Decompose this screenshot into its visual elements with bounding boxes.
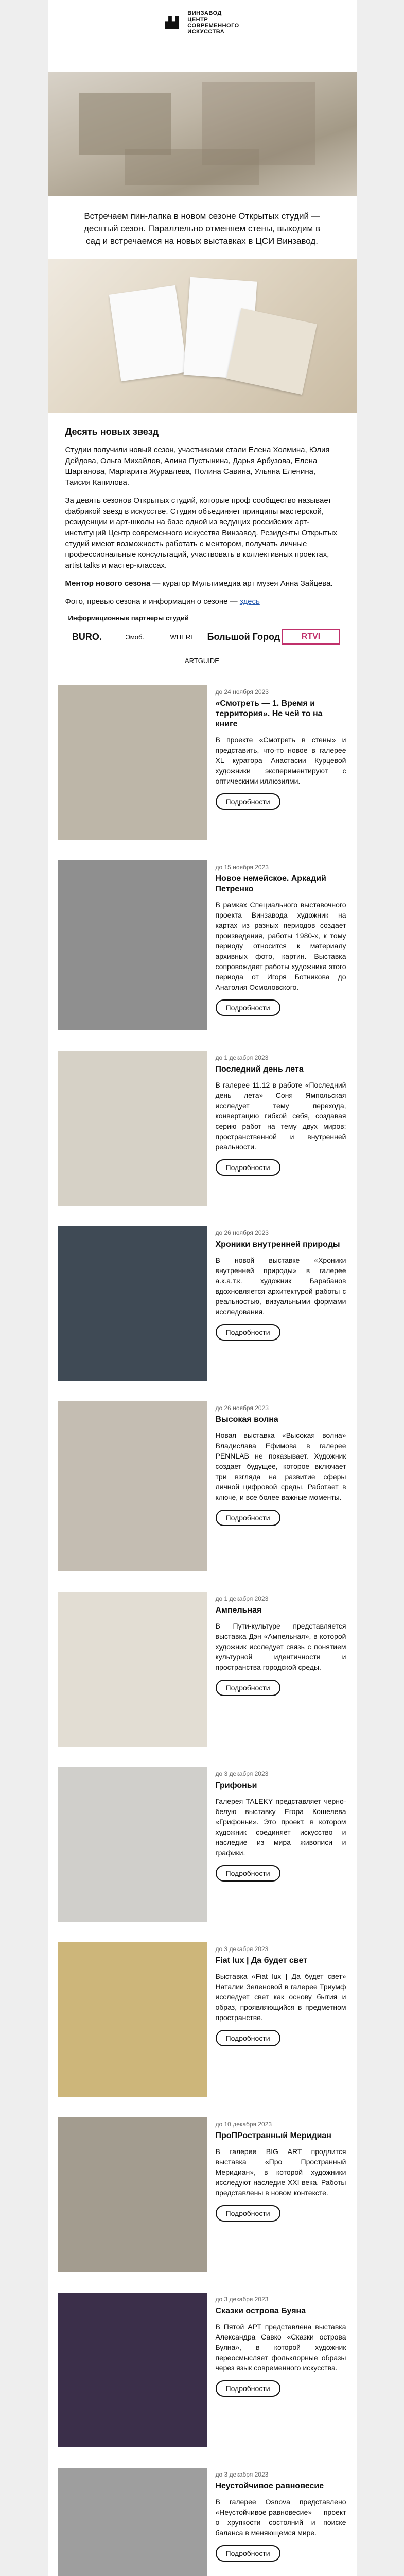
partners-title: Информационные партнеры студий [68, 614, 189, 622]
mentor-text: Ментор нового сезона — куратор Мультимедиа арт музея Анна Зайцева. [65, 579, 333, 588]
exhibition-image[interactable] [58, 2468, 207, 2576]
exhibition-text: В рамках Специального выставочного проекта Винзавода художник на картах из разных периодов создает произведения, работы 1980-х, к тому периоду относится к материалу архивных фото, картин. Выставка сопровождает работы художника этого периода от Игоря Ботникова до Анатолия Осмоловского. [215, 901, 346, 991]
exhibition-text: В новой выставке «Хроники внутренней природы» в галерее а.к.а.т.к. художник Барабанов вдохновляется архитектурой работы с реальностью, визуальными формами исследования. [215, 1256, 346, 1316]
exhibition-title: «Смотреть — 1. Время и территория». Не чей то на книге [215, 699, 323, 728]
studios-description: За девять сезонов Открытых студий, которые проф сообщество называет фабрикой звезд в искусстве. Студия объединяет принципы мастерской, резиденции и арт-школы на базе одной из ведущих российских арт-институций Центр современного искусства Винзавод. Резиденты Открытых студий имеют возможность работать с ментором, получать личные профессиональные консультаций, участвовать в коллективных проектах, artist talks и мастер-классах. [65, 496, 338, 570]
details-button[interactable]: Подробности [216, 2205, 280, 2222]
exhibition-image[interactable] [58, 1401, 207, 1571]
exhibition-text: Галерея TALEKY представляет черно-белую выставку Егора Кошелева «Грифоньи». Это проект, в котором художник соединяет искусство и наследие из мира живописи и графики. [215, 1797, 346, 1857]
exhibition-text: В галерее Osnova представлено «Неустойчивое равновесие» — проект о хрупкости состояний и поиске баланса в меняющемся мире. [215, 2498, 346, 2537]
details-button[interactable]: Подробности [216, 1680, 280, 1696]
partner-logo[interactable]: WHERE [170, 633, 195, 641]
exhibition-item [58, 860, 346, 1030]
open-studios-section [48, 427, 357, 607]
details-button[interactable]: Подробности [216, 999, 280, 1016]
exhibition-date: до 15 ноября 2023 [215, 863, 269, 871]
exhibition-date: до 3 декабря 2023 [215, 1770, 269, 1777]
hero-image [48, 72, 357, 196]
logo-line: ВИНЗАВОД [187, 10, 222, 16]
exhibition-text: В галерее 11.12 в работе «Последний день лета» Соня Ямпольская исследует тему перехода, конвертацию гибкой себя, создавая серию работ на тему двух миров: пространственной и внутренней реальности. [215, 1081, 346, 1151]
exhibition-image[interactable] [58, 2293, 207, 2447]
exhibitions-list [48, 680, 357, 2576]
exhibition-date: до 1 декабря 2023 [215, 1595, 269, 1602]
partner-logo[interactable]: Большой Город [207, 631, 280, 642]
exhibition-title: Сказки острова Буяна [215, 2307, 306, 2315]
exhibition-item [58, 2117, 346, 2272]
exhibition-title: Высокая волна [215, 1415, 278, 1424]
exhibition-item [58, 1401, 346, 1571]
exhibition-date: до 26 ноября 2023 [215, 1404, 269, 1412]
details-button[interactable]: Подробности [216, 2030, 280, 2046]
studios-image [48, 259, 357, 413]
details-button[interactable]: Подробности [216, 1324, 280, 1341]
exhibition-text: В Пути-культуре представляется выставка Дэн «Ампельная», в которой художник исследует связь с понятием культурной идентичности и пространства городской среды. [215, 1622, 346, 1671]
exhibition-image[interactable] [58, 1226, 207, 1381]
partner-logo[interactable]: Эмоб. [125, 633, 145, 641]
partners-logos [48, 629, 357, 680]
exhibition-title: ПроПРостранный Меридиан [215, 2131, 331, 2140]
photos-text: Фото, превью сезона и информация о сезоне — здесь [65, 597, 260, 606]
details-button[interactable]: Подробности [216, 1510, 280, 1526]
logo-line: ЦЕНТР [187, 16, 208, 23]
details-button[interactable]: Подробности [216, 793, 280, 810]
logo-line: СОВРЕМЕННОГО [187, 23, 239, 29]
exhibition-title: Ампельная [215, 1606, 262, 1615]
exhibition-date: до 3 декабря 2023 [215, 2296, 269, 2303]
exhibition-text: Выставка «Fiat lux | Да будет свет» Наталии Зеленовой в галерее Триумф исследует свет как основу бытия и образ, проявляющийся в предметном пространстве. [215, 1972, 346, 2022]
exhibition-date: до 3 декабря 2023 [215, 1945, 269, 1953]
details-button[interactable]: Подробности [216, 2380, 280, 2397]
exhibition-title: Неустойчивое равновесие [215, 2482, 324, 2490]
details-button[interactable]: Подробности [216, 1159, 280, 1176]
email-body [48, 0, 357, 2576]
exhibition-date: до 1 декабря 2023 [215, 1054, 269, 1061]
exhibition-text: В галерее BIG ART продлится выставка «Про Пространный Меридиан», в которой художники исследуют наследие XXI века. Работы представлены в новом контексте. [215, 2147, 346, 2197]
exhibition-item [58, 685, 346, 840]
details-button[interactable]: Подробности [216, 2545, 280, 2562]
exhibition-title: Fiat lux | Да будет свет [215, 1956, 307, 1965]
exhibition-image[interactable] [58, 1592, 207, 1747]
exhibition-date: до 26 ноября 2023 [215, 1229, 269, 1236]
exhibition-date: до 10 декабря 2023 [215, 2121, 272, 2128]
exhibition-item [58, 1767, 346, 1922]
logo-mark-icon [165, 16, 182, 29]
exhibition-item [58, 2293, 346, 2447]
exhibition-item [58, 2468, 346, 2576]
exhibition-date: до 24 ноября 2023 [215, 688, 269, 696]
exhibition-title: Грифоньи [215, 1781, 257, 1790]
partner-logo[interactable]: RTVI [282, 629, 340, 645]
exhibition-text: Новая выставка «Высокая волна» Владислава Ефимова в галерее PENNLAB не показывает. Художник создает будущее, которое включает три взгляда на развитие сферы личной цифровой среды. Работает в ключе, и все более важные моменты. [215, 1431, 346, 1501]
exhibition-date: до 3 декабря 2023 [215, 2471, 269, 2478]
exhibition-image[interactable] [58, 2117, 207, 2272]
winzavod-logo[interactable] [165, 10, 239, 35]
partner-logo[interactable]: BURO. [72, 631, 102, 642]
exhibition-text: В Пятой АРТ представлена выставка Александра Савко «Сказки острова Буяна», в которой художник переосмысляет фольклорные образы через язык современного искусства. [215, 2323, 346, 2372]
exhibition-image[interactable] [58, 860, 207, 1030]
header [48, 0, 357, 72]
partner-logo[interactable]: ARTGUIDE [185, 657, 219, 665]
exhibition-title: Последний день лета [215, 1065, 304, 1074]
exhibition-item [58, 1592, 346, 1747]
intro-text: Встречаем пин-лапка в новом сезоне Открытых студий — десятый сезон. Параллельно отменяем стены, выходим в сад и встречаемся на новых выставках в ЦСИ Винзавод. [84, 211, 320, 246]
exhibition-title: Новое немейское. Аркадий Петренко [215, 874, 326, 893]
exhibition-text: В проекте «Смотреть в стены» и представить, что-то новое в галерее XL куратора Анастасии Курцевой художники экспериментируют с оптическими иллюзиями. [215, 736, 346, 785]
exhibition-item [58, 1051, 346, 1206]
exhibition-image[interactable] [58, 685, 207, 840]
exhibition-item [58, 1942, 346, 2097]
photos-link[interactable]: здесь [239, 597, 260, 606]
exhibition-title: Хроники внутренней природы [215, 1240, 340, 1249]
participants-text: Студии получили новый сезон, участниками стали Елена Холмина, Юлия Дейдова, Ольга Михайлов, Алина Пустынина, Дарья Арбузова, Елена Шарганова, Маргарита Журавлева, Полина Савина, Ульяна Еленина, Таисия Капилова. [65, 446, 330, 487]
section-title: Десять новых звезд [65, 427, 159, 437]
exhibition-image[interactable] [58, 1051, 207, 1206]
details-button[interactable]: Подробности [216, 1865, 280, 1882]
exhibition-image[interactable] [58, 1767, 207, 1922]
exhibition-item [58, 1226, 346, 1381]
exhibition-image[interactable] [58, 1942, 207, 2097]
logo-line: ИСКУССТВА [187, 29, 225, 35]
